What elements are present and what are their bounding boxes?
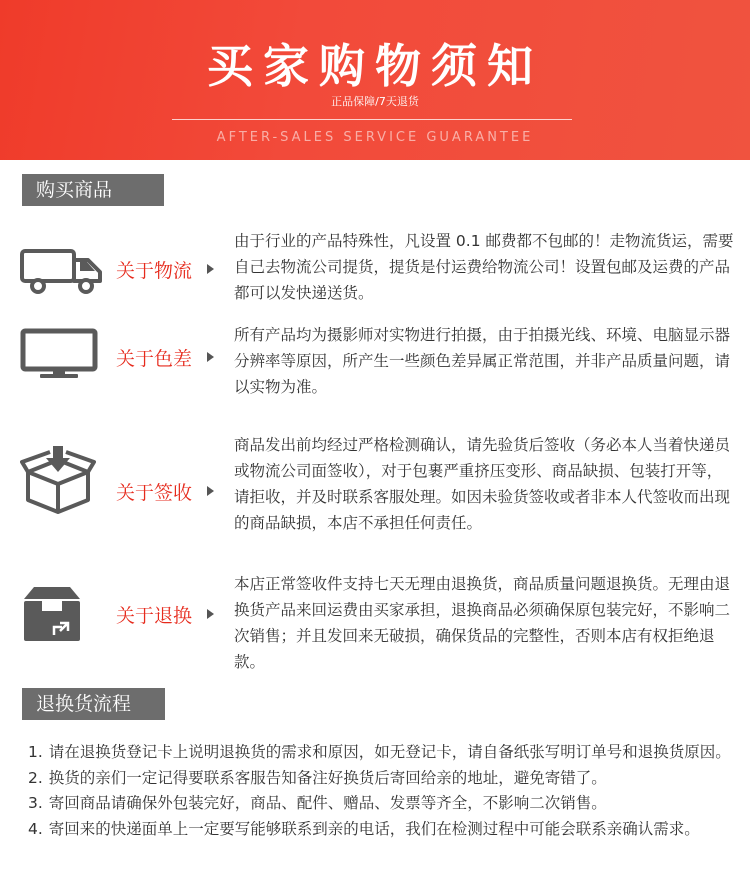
header-banner bbox=[0, 0, 750, 160]
package-download-icon bbox=[20, 446, 96, 520]
arrow-right-icon bbox=[207, 609, 214, 619]
truck-icon bbox=[20, 248, 104, 298]
arrow-right-icon bbox=[207, 352, 214, 362]
list-item: 3. 寄回商品请确保外包装完好，商品、配件、赠品、发票等齐全，不影响二次销售。 bbox=[28, 794, 607, 812]
banner-divider bbox=[172, 119, 572, 120]
desc-return: 本店正常签收件支持七天无理由退换货，商品质量问题退换货。无理由退换货产品来回运费由买家承担，退换商品必须确保原包装完好，不影响二次销售；并且发回来无破损，确保货品的完整性，否则本店有权拒绝退款。 bbox=[234, 575, 731, 671]
desc-sign: 商品发出前均经过严格检测确认，请先验货后签收（务必本人当着快递员或物流公司面签收），对于包裹严重挤压变形、商品缺损、包装打开等，请拒收，并及时联系客服处理。如因未验货签收或者非本人代签收而出现的商品缺损，本店不承担任何责任。 bbox=[234, 436, 731, 532]
list-item: 4. 寄回来的快递面单上一定要写能够联系到亲的电话，我们在检测过程中可能会联系亲确认需求。 bbox=[28, 819, 700, 838]
page-title: 买家购物须知 bbox=[207, 39, 543, 93]
box-return-icon bbox=[20, 583, 84, 649]
list-item: 1. 请在退换货登记卡上说明退换货的需求和原因，如无登记卡，请自备纸张写明订单号和退换货原因。 bbox=[28, 743, 731, 761]
section-header-purchase: 购买商品 bbox=[22, 174, 164, 206]
monitor-icon bbox=[20, 328, 98, 384]
arrow-right-icon bbox=[207, 264, 214, 274]
list-item: 2. 换货的亲们一定记得要联系客服告知备注好换货后寄回给亲的地址，避免寄错了。 bbox=[28, 768, 607, 787]
return-steps-list bbox=[28, 740, 733, 842]
desc-color: 所有产品均为摄影师对实物进行拍摄，由于拍摄光线、环境、电脑显示器分辨率等原因，所产生一些颜色差异属正常范围，并非产品质量问题，请以实物为准。 bbox=[234, 326, 731, 396]
section-header-return-process: 退换货流程 bbox=[22, 688, 165, 720]
banner-subtitle: 正品保障/7天退货 bbox=[331, 95, 419, 108]
label-return: 关于退换 bbox=[116, 605, 193, 627]
label-sign: 关于签收 bbox=[116, 482, 193, 504]
label-color: 关于色差 bbox=[116, 348, 193, 370]
label-logistics: 关于物流 bbox=[116, 260, 193, 282]
desc-logistics: 由于行业的产品特殊性，凡设置 0.1 邮费都不包邮的！走物流货运，需要自己去物流公司提货，提货是付运费给物流公司！设置包邮及运费的产品都可以发快递送货。 bbox=[234, 232, 734, 302]
banner-english-caption: AFTER-SALES SERVICE GUARANTEE bbox=[216, 130, 534, 145]
arrow-right-icon bbox=[207, 486, 214, 496]
